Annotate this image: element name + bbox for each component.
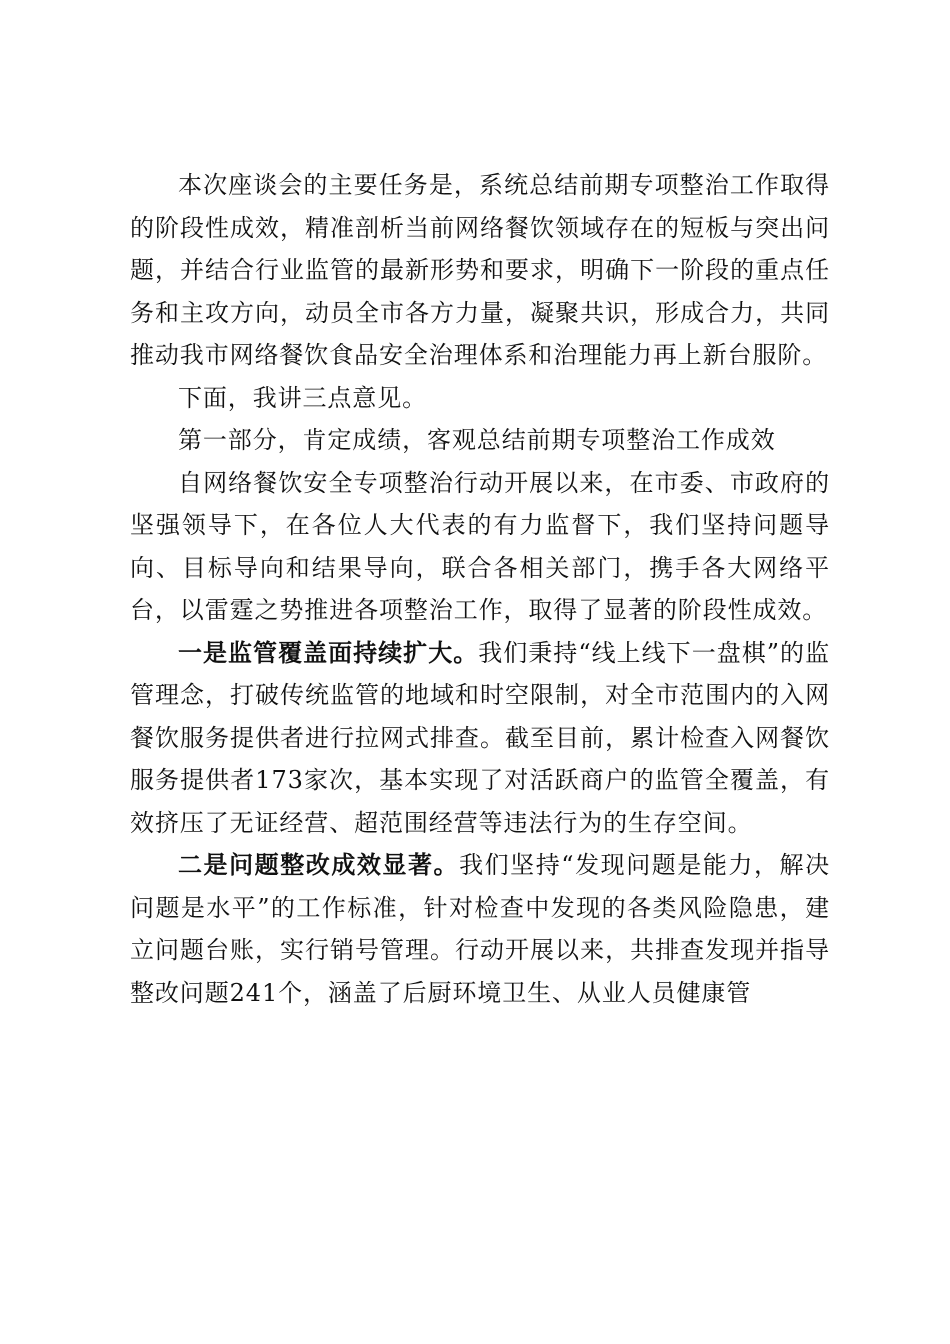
paragraph-text: 本次座谈会的主要任务是，系统总结前期专项整治工作取得的阶段性成效，精准剖析当前网络餐饮领域存在的短板与突出问题，并结合行业监管的最新形势和要求，明确下一阶段的重点任务和主攻方向，动员全市各方力量，凝聚共识，形成合力，共同推动我市网络餐饮食品安全治理体系和治理能力再上新台服阶。 <box>130 171 830 369</box>
paragraph-text: 我们秉持“线上线下一盘棋”的监管理念，打破传统监管的地域和时空限制，对全市范围内的入网餐饮服务提供者进行拉网式排查。截至目前，累计检查入网餐饮服务提供者173家次，基本实现了对活跃商户的监管全覆盖，有效挤压了无证经营、超范围经营等违法行为的生存空间。 <box>130 638 830 837</box>
paragraph-text: 下面，我讲三点意见。 <box>178 383 427 412</box>
paragraph-text: 我们坚持“发现问题是能力，解决问题是水平”的工作标准，针对检查中发现的各类风险隐患，建立问题台账，实行销号管理。行动开展以来，共排查发现并指导整改问题241个，涵盖了后厨环境卫生、从业人员健康管 <box>130 851 830 1007</box>
paragraph-three-points <box>130 377 830 420</box>
paragraph-point-one <box>130 632 830 845</box>
paragraph-point-two <box>130 844 830 1014</box>
paragraph-lead: 二是问题整改成效显著。 <box>178 851 460 879</box>
paragraph-text: 第一部分，肯定成绩，客观总结前期专项整治工作成效 <box>178 426 776 454</box>
paragraph-achievements <box>130 462 830 632</box>
paragraph-intro <box>130 164 830 377</box>
paragraph-lead: 一是监管覆盖面持续扩大。 <box>178 638 479 667</box>
section-heading-part-one <box>130 419 830 462</box>
paragraph-text: 自网络餐饮安全专项整治行动开展以来，在市委、市政府的坚强领导下，在各位人大代表的有力监督下，我们坚持问题导向、目标导向和结果导向，联合各相关部门，携手各大网络平台，以雷霆之势推进各项整治工作，取得了显著的阶段性成效。 <box>130 468 830 624</box>
document-body <box>130 164 830 1014</box>
